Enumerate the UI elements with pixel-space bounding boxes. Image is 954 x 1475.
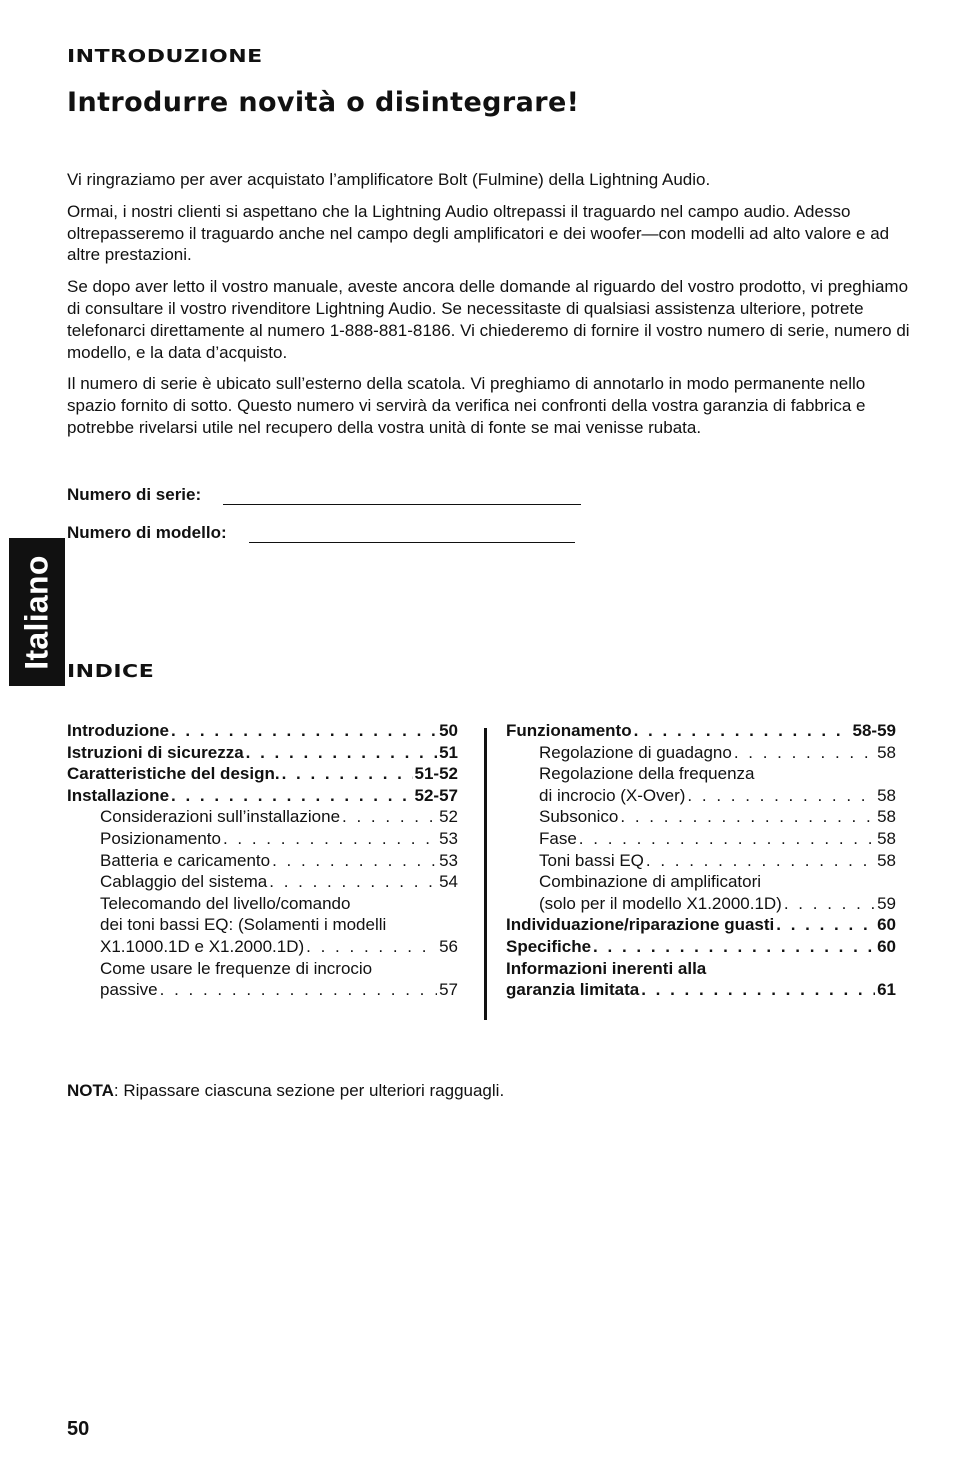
toc-dot-leader bbox=[687, 785, 875, 807]
toc-dot-leader bbox=[579, 828, 875, 850]
toc-entry-page: 61 bbox=[877, 980, 896, 1000]
toc-entry-title: (solo per il modello X1.2000.1D) bbox=[539, 893, 782, 913]
toc-entry-title: Subsonico bbox=[539, 807, 619, 827]
toc-dot-leader bbox=[160, 979, 437, 1001]
toc-entry-page: 60 bbox=[877, 915, 896, 935]
toc-entry-page: 56 bbox=[439, 936, 458, 956]
toc-entry-page: 58 bbox=[877, 828, 896, 848]
toc-entry-page: 58 bbox=[877, 742, 896, 762]
toc-entry-page: 54 bbox=[439, 872, 458, 892]
toc-entry-page: 58 bbox=[877, 850, 896, 870]
toc-dot-leader bbox=[223, 828, 437, 850]
toc-entry-title: Informazioni inerenti alla bbox=[506, 958, 707, 978]
toc-entry bbox=[506, 742, 896, 764]
toc-dot-leader bbox=[171, 785, 412, 807]
toc-entry-title: Considerazioni sull’installazione bbox=[100, 807, 341, 827]
toc-divider bbox=[484, 728, 487, 1020]
toc-entry bbox=[67, 828, 458, 850]
toc-dot-leader bbox=[646, 850, 875, 872]
toc-entry-page: 51-52 bbox=[414, 764, 458, 784]
toc-entry-title: Introduzione bbox=[67, 721, 169, 740]
toc-dot-leader bbox=[269, 871, 437, 893]
toc-entry bbox=[67, 806, 458, 828]
toc-entry-title: Posizionamento bbox=[100, 828, 221, 848]
toc-entry-title: Combinazione di amplificatori bbox=[539, 872, 762, 892]
toc-entry bbox=[67, 742, 458, 764]
toc-entry-title: garanzia limitata bbox=[506, 980, 640, 1000]
toc-entry-title: passive bbox=[100, 980, 158, 1000]
toc-entry bbox=[67, 958, 458, 980]
toc-entry bbox=[67, 850, 458, 872]
toc-entry-title: Toni bassi EQ bbox=[539, 850, 644, 870]
note-text: : Ripassare ciascuna sezione per ulteriori ragguagli. bbox=[113, 1081, 505, 1100]
toc-entry-title: dei toni bassi EQ: (Solamenti i modelli bbox=[100, 915, 387, 935]
language-tab-label: Italiano bbox=[18, 554, 55, 670]
toc-column-left bbox=[67, 720, 458, 1001]
toc-entry-title: Batteria e caricamento bbox=[100, 850, 271, 870]
toc-entry bbox=[506, 958, 896, 980]
toc-dot-leader bbox=[593, 936, 875, 958]
toc-dot-leader bbox=[306, 936, 437, 958]
serial-number-line bbox=[223, 486, 581, 505]
page-title: Introdurre novità o disintegrare! bbox=[67, 87, 580, 118]
intro-paragraph: Il numero di serie è ubicato sull’esterno della scatola. Vi preghiamo di annotarlo in modo permanente nello spazio fornito di sotto. Questo numero vi servirà da verifica nei confronti della vostra garanzia di fabbrica e potrebbe rivelarsi utile nel recupero della vostra unità di fonte se mai venisse rubata. bbox=[67, 374, 866, 437]
toc-entry bbox=[506, 893, 896, 915]
toc-dot-leader bbox=[282, 763, 413, 785]
toc-entry bbox=[67, 914, 458, 936]
toc-entry-page: 59 bbox=[877, 893, 896, 913]
model-number-label: Numero di modello: bbox=[67, 523, 227, 542]
toc-entry-title: Cablaggio del sistema bbox=[100, 872, 268, 892]
section-heading-indice: INDICE bbox=[67, 661, 155, 682]
intro-paragraph: Ormai, i nostri clienti si aspettano che la Lightning Audio oltrepassi il traguardo nel campo audio. Adesso oltrepasseremo il traguardo anche nel campo degli amplificatori e dei woofer—con modelli ad alto valore e ad altre prestazioni. bbox=[67, 201, 890, 265]
toc-entry bbox=[506, 979, 896, 1001]
toc-entry-page: 52-57 bbox=[414, 785, 458, 805]
toc-entry-title: Individuazione/riparazione guasti bbox=[506, 915, 775, 935]
toc-entry-title: Caratteristiche del design. bbox=[67, 764, 280, 784]
toc-entry-title: X1.1000.1D e X1.2000.1D) bbox=[100, 936, 305, 956]
toc-entry bbox=[506, 806, 896, 828]
toc-entry-title: Regolazione di guadagno bbox=[539, 742, 732, 762]
intro-paragraph: Se dopo aver letto il vostro manuale, aveste ancora delle domande al riguardo del vostro prodotto, vi preghiamo di consultare il vostro rivenditore Lightning Audio. Se necessitaste di qualsiasi assistenza ulteriore, potrete telefonarci direttamente al numero 1-888-881-8186. Vi chiederemo di fornire il vostro numero di serie, numero di modello, e la data d’acquisto. bbox=[67, 277, 910, 362]
toc-entry bbox=[506, 785, 896, 807]
toc-dot-leader bbox=[776, 914, 875, 936]
toc-dot-leader bbox=[784, 893, 875, 915]
toc-entry bbox=[506, 828, 896, 850]
toc-dot-leader bbox=[272, 850, 437, 872]
toc-dot-leader bbox=[342, 806, 437, 828]
toc-dot-leader bbox=[620, 806, 875, 828]
language-side-tab bbox=[9, 538, 65, 686]
note bbox=[67, 1081, 504, 1101]
toc-dot-leader bbox=[641, 979, 875, 1001]
toc-entry-title: Istruzioni di sicurezza bbox=[67, 742, 244, 762]
toc-entry bbox=[506, 914, 896, 936]
toc-entry-page: 51 bbox=[439, 742, 458, 762]
toc-entry-title: Regolazione della frequenza bbox=[539, 764, 755, 784]
toc-entry bbox=[506, 936, 896, 958]
intro-body bbox=[67, 169, 917, 449]
toc-entry bbox=[67, 893, 458, 915]
toc-entry-title: Come usare le frequenze di incrocio bbox=[100, 958, 373, 978]
toc-entry-page: 52 bbox=[439, 807, 458, 827]
toc-entry-title: Fase bbox=[539, 828, 577, 848]
toc-entry-page: 53 bbox=[439, 828, 458, 848]
toc-dot-leader bbox=[246, 742, 437, 764]
intro-paragraph: Vi ringraziamo per aver acquistato l’amplificatore Bolt (Fulmine) della Lightning Audio. bbox=[67, 170, 711, 189]
serial-number-row bbox=[67, 485, 581, 505]
toc-entry-page: 58 bbox=[877, 785, 896, 805]
toc-entry bbox=[506, 720, 896, 742]
toc-entry-page: 57 bbox=[439, 980, 458, 1000]
toc-entry bbox=[67, 936, 458, 958]
toc-entry bbox=[67, 871, 458, 893]
toc-entry bbox=[506, 850, 896, 872]
toc-entry-page: 53 bbox=[439, 850, 458, 870]
toc-dot-leader bbox=[734, 742, 875, 764]
note-label: NOTA bbox=[67, 1081, 114, 1100]
toc-entry-title: di incrocio (X-Over) bbox=[539, 785, 686, 805]
toc-entry-title: Funzionamento bbox=[506, 721, 632, 740]
toc-entry bbox=[506, 871, 896, 893]
toc-dot-leader bbox=[171, 720, 437, 742]
toc-entry bbox=[67, 979, 458, 1001]
toc-entry-page: 58-59 bbox=[852, 721, 896, 740]
toc-entry bbox=[506, 763, 896, 785]
toc-entry-title: Installazione bbox=[67, 785, 170, 805]
toc-entry-page: 60 bbox=[877, 936, 896, 956]
toc-entry-page: 50 bbox=[439, 721, 458, 740]
toc-entry bbox=[67, 763, 458, 785]
toc-column-right bbox=[506, 720, 896, 1001]
model-number-line bbox=[249, 524, 575, 543]
toc-entry-title: Specifiche bbox=[506, 936, 592, 956]
toc-entry-page: 58 bbox=[877, 807, 896, 827]
section-heading-introduzione: INTRODUZIONE bbox=[67, 46, 263, 67]
toc-dot-leader bbox=[634, 720, 851, 742]
toc-entry bbox=[67, 785, 458, 807]
toc-entry-title: Telecomando del livello/comando bbox=[100, 893, 351, 913]
toc-entry bbox=[67, 720, 458, 742]
model-number-row bbox=[67, 523, 575, 543]
page-number: 50 bbox=[67, 1418, 90, 1440]
serial-number-label: Numero di serie: bbox=[67, 485, 202, 504]
